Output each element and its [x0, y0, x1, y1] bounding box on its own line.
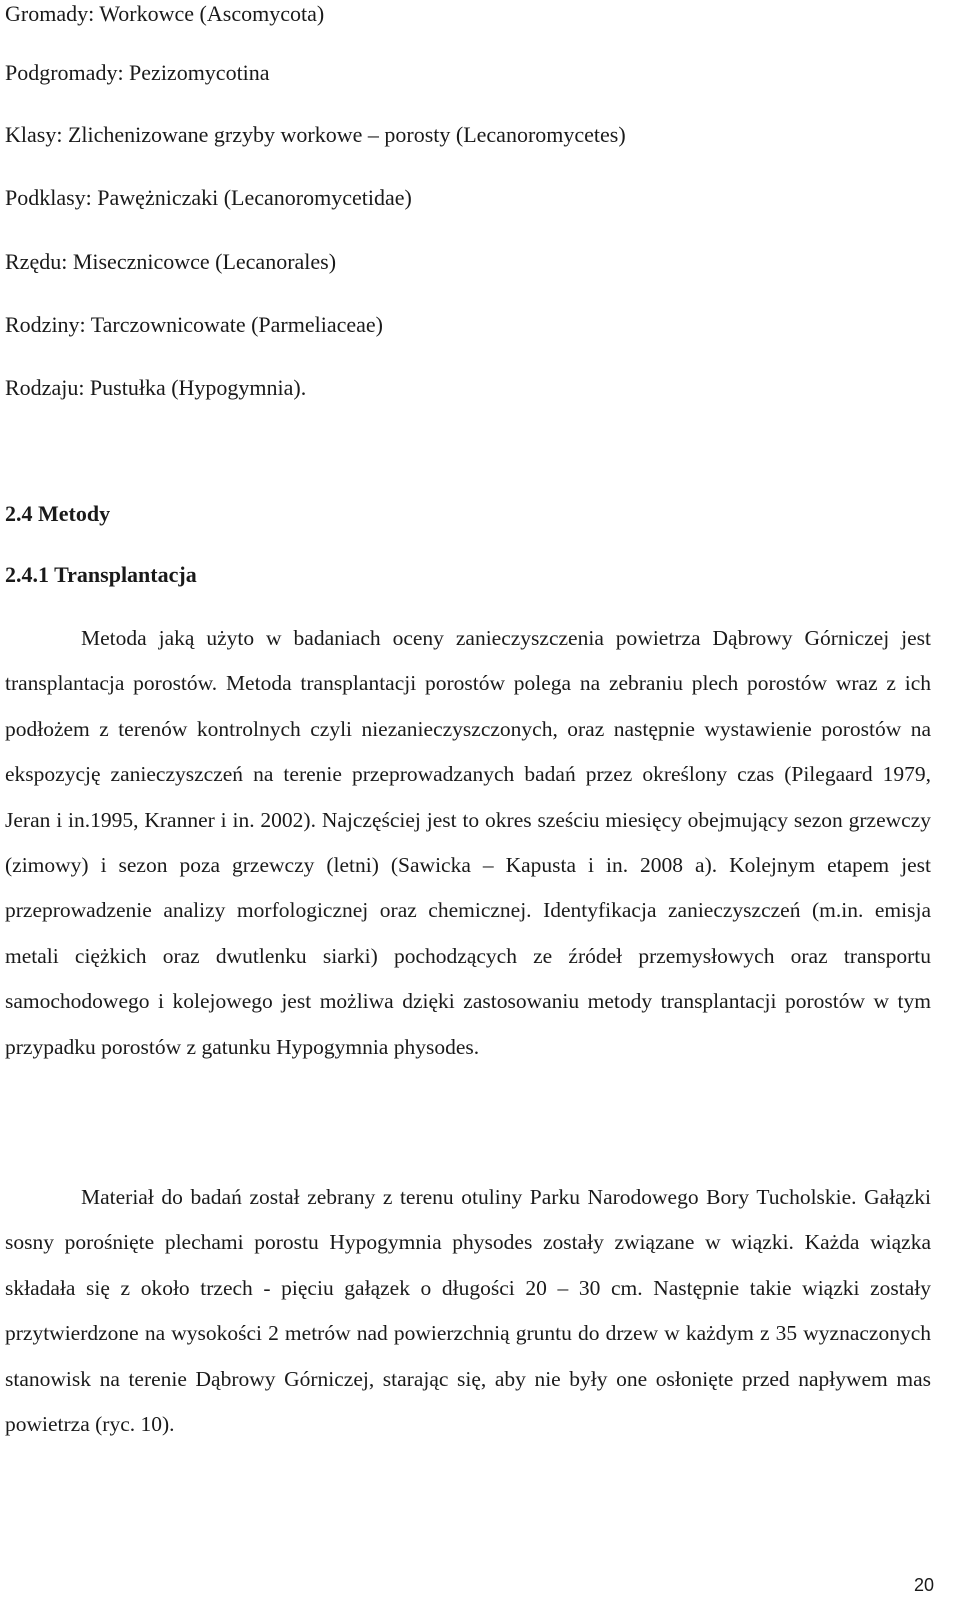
paragraph-material-description: Materiał do badań został zebrany z terenu otuliny Parku Narodowego Bory Tucholskie. Gałązki sosny porośnięte plechami porostu Hypogymnia physodes zostały związane w wiązki. Każda wiązka składała się z około trzech - pięciu gałązek o długości 20 – 30 cm. Następnie takie wiązki zostały przytwierdzone na wysokości 2 metrów nad powierzchnią gruntu do drzew w każdym z 35 wyznaczonych stanowisk na terenie Dąbrowy Górniczej, starając się, aby nie były one osłonięte przed napływem mas powietrza (ryc. 10). — [5, 1185, 931, 1437]
taxonomy-line-rodzaju: Rodzaju: Pustułka (Hypogymnia). — [5, 375, 307, 400]
taxonomy-line-podklasy: Podklasy: Pawężniczaki (Lecanoromycetidae) — [5, 185, 412, 210]
taxonomy-line-rzedu: Rzędu: Misecznicowce (Lecanorales) — [5, 249, 337, 274]
paragraph-method-description: Metoda jaką użyto w badaniach oceny zanieczyszczenia powietrza Dąbrowy Górniczej jest transplantacja porostów. Metoda transplantacji porostów polega na zebraniu plech porostów wraz z ich podłożem z terenów kontrolnych czyli niezanieczyszczonych, oraz następnie wystawienie porostów na ekspozycję zanieczyszczeń na terenie przeprowadzanych badań przez określony czas (Pilegaard 1979, Jeran i in.1995, Kranner i in. 2002). Najczęściej jest to okres sześciu miesięcy obejmujący sezon grzewczy (zimowy) i sezon poza grzewczy (letni) (Sawicka – Kapusta i in. 2008 a). Kolejnym etapem jest przeprowadzenie analizy morfologicznej oraz chemicznej. Identyfikacja zanieczyszczeń (m.in. emisja metali ciężkich oraz dwutlenku siarki) pochodzących ze źródeł przemysłowych oraz transportu samochodowego i kolejowego jest możliwa dzięki zastosowaniu metody transplantacji porostów w tym przypadku porostów z gatunku Hypogymnia physodes. — [5, 626, 931, 1059]
page-number: 20 — [913, 1575, 934, 1595]
taxonomy-line-podgromady: Podgromady: Pezizomycotina — [5, 60, 270, 85]
taxonomy-line-gromady: Gromady: Workowce (Ascomycota) — [5, 1, 325, 26]
taxonomy-line-rodziny: Rodziny: Tarczownicowate (Parmeliaceae) — [5, 312, 383, 337]
section-heading: 2.4 Metody — [5, 501, 111, 526]
subsection-heading: 2.4.1 Transplantacja — [5, 562, 197, 587]
taxonomy-line-klasy: Klasy: Zlichenizowane grzyby workowe – porosty (Lecanoromycetes) — [5, 122, 626, 147]
